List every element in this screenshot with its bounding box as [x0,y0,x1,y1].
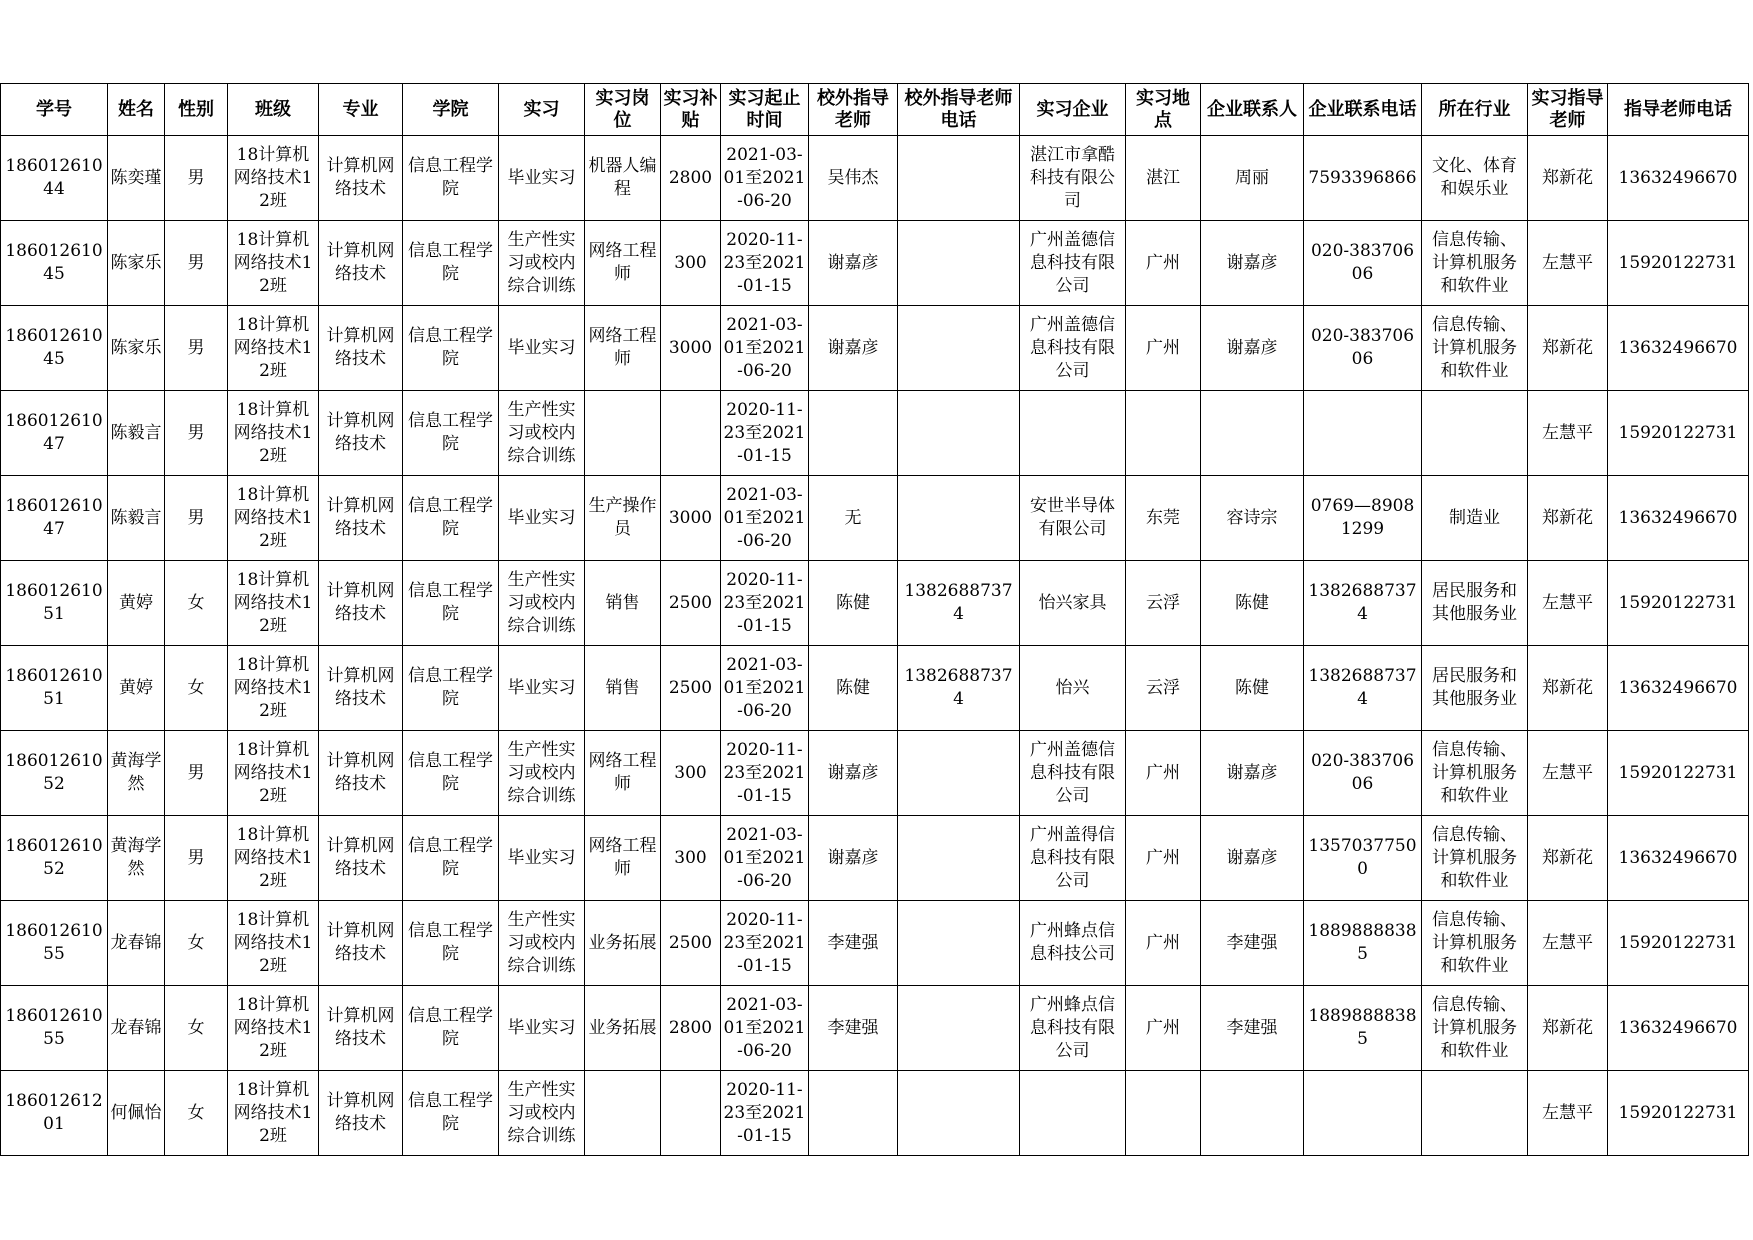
cell-tutor: 郑新花 [1528,306,1608,391]
cell-period: 2021-03-01至2021-06-20 [721,986,809,1071]
col-header-name: 姓名 [108,84,165,136]
cell-location: 广州 [1126,986,1201,1071]
cell-location: 湛江 [1126,136,1201,221]
cell-class: 18计算机网络技术12班 [228,816,319,901]
cell-company-phone: 020-38370606 [1304,221,1422,306]
cell-college: 信息工程学院 [403,986,499,1071]
cell-industry: 文化、体育和娱乐业 [1422,136,1528,221]
cell-college: 信息工程学院 [403,901,499,986]
col-header-location: 实习地点 [1126,84,1201,136]
cell-tutor: 左慧平 [1528,391,1608,476]
cell-name: 陈家乐 [108,306,165,391]
col-header-industry: 所在行业 [1422,84,1528,136]
cell-external-tutor: 谢嘉彦 [809,816,898,901]
cell-industry [1422,1071,1528,1156]
cell-tutor: 郑新花 [1528,986,1608,1071]
col-header-class: 班级 [228,84,319,136]
cell-subsidy [661,1071,721,1156]
header-row [1,84,1749,136]
cell-location: 广州 [1126,221,1201,306]
cell-company-phone [1304,1071,1422,1156]
cell-company-phone: 18898888385 [1304,901,1422,986]
cell-company-contact: 周丽 [1201,136,1304,221]
cell-name: 龙春锦 [108,901,165,986]
cell-industry: 信息传输、计算机服务和软件业 [1422,731,1528,816]
cell-external-tutor-phone [898,901,1020,986]
cell-gender: 男 [165,136,228,221]
cell-location: 云浮 [1126,646,1201,731]
cell-period: 2021-03-01至2021-06-20 [721,306,809,391]
cell-external-tutor: 李建强 [809,901,898,986]
cell-name: 陈家乐 [108,221,165,306]
cell-major: 计算机网络技术 [319,136,403,221]
cell-industry [1422,391,1528,476]
cell-company-contact [1201,1071,1304,1156]
cell-company-phone: 18898888385 [1304,986,1422,1071]
cell-company: 广州蜂点信息科技公司 [1020,901,1126,986]
cell-class: 18计算机网络技术12班 [228,391,319,476]
cell-external-tutor: 李建强 [809,986,898,1071]
col-header-position: 实习岗位 [585,84,661,136]
cell-subsidy: 2500 [661,646,721,731]
cell-company: 广州盖德信息科技有限公司 [1020,306,1126,391]
cell-tutor: 左慧平 [1528,1071,1608,1156]
cell-period: 2021-03-01至2021-06-20 [721,476,809,561]
cell-class: 18计算机网络技术12班 [228,136,319,221]
cell-major: 计算机网络技术 [319,986,403,1071]
cell-period: 2020-11-23至2021-01-15 [721,561,809,646]
table-row [1,306,1749,391]
cell-industry: 信息传输、计算机服务和软件业 [1422,816,1528,901]
cell-internship-type: 生产性实习或校内综合训练 [499,901,585,986]
cell-location [1126,391,1201,476]
cell-student-id: 18601261045 [1,306,108,391]
cell-period: 2020-11-23至2021-01-15 [721,731,809,816]
table-row [1,646,1749,731]
cell-industry: 信息传输、计算机服务和软件业 [1422,901,1528,986]
cell-external-tutor-phone [898,136,1020,221]
cell-period: 2020-11-23至2021-01-15 [721,901,809,986]
cell-industry: 信息传输、计算机服务和软件业 [1422,986,1528,1071]
cell-tutor: 郑新花 [1528,476,1608,561]
cell-tutor-phone: 15920122731 [1608,1071,1749,1156]
cell-tutor-phone: 13632496670 [1608,306,1749,391]
cell-class: 18计算机网络技术12班 [228,306,319,391]
cell-subsidy: 3000 [661,476,721,561]
cell-gender: 女 [165,646,228,731]
cell-major: 计算机网络技术 [319,646,403,731]
cell-college: 信息工程学院 [403,731,499,816]
cell-class: 18计算机网络技术12班 [228,1071,319,1156]
cell-external-tutor [809,391,898,476]
cell-position [585,1071,661,1156]
cell-external-tutor [809,1071,898,1156]
cell-position: 业务拓展 [585,901,661,986]
cell-major: 计算机网络技术 [319,816,403,901]
cell-gender: 男 [165,816,228,901]
cell-internship-type: 生产性实习或校内综合训练 [499,1071,585,1156]
cell-gender: 女 [165,1071,228,1156]
cell-external-tutor-phone [898,1071,1020,1156]
cell-tutor: 郑新花 [1528,646,1608,731]
cell-company-contact: 谢嘉彦 [1201,816,1304,901]
cell-name: 陈毅言 [108,476,165,561]
cell-company: 怡兴家具 [1020,561,1126,646]
cell-tutor-phone: 13632496670 [1608,646,1749,731]
cell-company-contact: 谢嘉彦 [1201,731,1304,816]
table-body [1,136,1749,1156]
cell-external-tutor: 吴伟杰 [809,136,898,221]
cell-company-contact: 谢嘉彦 [1201,306,1304,391]
cell-company: 广州盖得信息科技有限公司 [1020,816,1126,901]
cell-company-contact: 陈健 [1201,646,1304,731]
cell-name: 何佩怡 [108,1071,165,1156]
cell-position: 机器人编程 [585,136,661,221]
cell-subsidy: 2800 [661,986,721,1071]
cell-internship-type: 生产性实习或校内综合训练 [499,391,585,476]
cell-internship-type: 生产性实习或校内综合训练 [499,561,585,646]
cell-period: 2020-11-23至2021-01-15 [721,391,809,476]
cell-tutor: 左慧平 [1528,561,1608,646]
cell-subsidy: 3000 [661,306,721,391]
col-header-tutor: 实习指导老师 [1528,84,1608,136]
cell-company: 广州盖德信息科技有限公司 [1020,731,1126,816]
cell-major: 计算机网络技术 [319,561,403,646]
cell-external-tutor-phone [898,221,1020,306]
cell-major: 计算机网络技术 [319,391,403,476]
cell-position: 网络工程师 [585,731,661,816]
cell-college: 信息工程学院 [403,221,499,306]
cell-college: 信息工程学院 [403,1071,499,1156]
cell-external-tutor: 陈健 [809,646,898,731]
cell-external-tutor-phone [898,391,1020,476]
cell-company-contact: 容诗宗 [1201,476,1304,561]
cell-student-id: 18601261047 [1,476,108,561]
cell-gender: 男 [165,476,228,561]
cell-company-phone: 020-38370606 [1304,306,1422,391]
cell-tutor: 左慧平 [1528,901,1608,986]
cell-student-id: 18601261052 [1,816,108,901]
cell-external-tutor: 陈健 [809,561,898,646]
cell-location: 广州 [1126,731,1201,816]
cell-position [585,391,661,476]
cell-company-contact: 谢嘉彦 [1201,221,1304,306]
cell-internship-type: 毕业实习 [499,986,585,1071]
cell-tutor-phone: 13632496670 [1608,136,1749,221]
cell-period: 2021-03-01至2021-06-20 [721,136,809,221]
cell-gender: 男 [165,731,228,816]
cell-college: 信息工程学院 [403,391,499,476]
cell-company: 湛江市拿酷科技有限公司 [1020,136,1126,221]
cell-company-contact: 李建强 [1201,986,1304,1071]
cell-subsidy: 300 [661,731,721,816]
cell-industry: 制造业 [1422,476,1528,561]
cell-internship-type: 生产性实习或校内综合训练 [499,221,585,306]
cell-company-contact: 陈健 [1201,561,1304,646]
cell-tutor-phone: 15920122731 [1608,731,1749,816]
cell-gender: 女 [165,986,228,1071]
col-header-period: 实习起止时间 [721,84,809,136]
cell-major: 计算机网络技术 [319,901,403,986]
cell-period: 2020-11-23至2021-01-15 [721,1071,809,1156]
cell-location: 广州 [1126,306,1201,391]
cell-internship-type: 毕业实习 [499,306,585,391]
cell-student-id: 18601261051 [1,561,108,646]
cell-student-id: 18601261055 [1,986,108,1071]
cell-external-tutor-phone [898,731,1020,816]
cell-subsidy [661,391,721,476]
cell-company: 怡兴 [1020,646,1126,731]
table-row [1,731,1749,816]
col-header-subsidy: 实习补贴 [661,84,721,136]
cell-major: 计算机网络技术 [319,221,403,306]
cell-name: 陈奕瑾 [108,136,165,221]
cell-gender: 男 [165,391,228,476]
cell-student-id: 18601261201 [1,1071,108,1156]
cell-internship-type: 生产性实习或校内综合训练 [499,731,585,816]
cell-location [1126,1071,1201,1156]
cell-student-id: 18601261045 [1,221,108,306]
cell-position: 网络工程师 [585,816,661,901]
table-row [1,986,1749,1071]
cell-class: 18计算机网络技术12班 [228,731,319,816]
cell-student-id: 18601261044 [1,136,108,221]
col-header-major: 专业 [319,84,403,136]
cell-name: 陈毅言 [108,391,165,476]
cell-college: 信息工程学院 [403,816,499,901]
cell-tutor: 郑新花 [1528,816,1608,901]
cell-industry: 居民服务和其他服务业 [1422,561,1528,646]
cell-tutor-phone: 15920122731 [1608,901,1749,986]
cell-major: 计算机网络技术 [319,306,403,391]
cell-tutor-phone: 15920122731 [1608,221,1749,306]
cell-subsidy: 300 [661,816,721,901]
cell-college: 信息工程学院 [403,476,499,561]
cell-internship-type: 毕业实习 [499,646,585,731]
table-row [1,561,1749,646]
cell-name: 黄海学然 [108,731,165,816]
cell-college: 信息工程学院 [403,306,499,391]
cell-college: 信息工程学院 [403,561,499,646]
cell-company-phone: 13570377500 [1304,816,1422,901]
col-header-college: 学院 [403,84,499,136]
cell-external-tutor-phone: 13826887374 [898,561,1020,646]
cell-position: 业务拓展 [585,986,661,1071]
cell-company-contact [1201,391,1304,476]
cell-tutor: 郑新花 [1528,136,1608,221]
cell-company: 安世半导体有限公司 [1020,476,1126,561]
cell-position: 网络工程师 [585,306,661,391]
cell-external-tutor: 谢嘉彦 [809,306,898,391]
cell-gender: 男 [165,221,228,306]
cell-external-tutor: 谢嘉彦 [809,221,898,306]
cell-class: 18计算机网络技术12班 [228,901,319,986]
cell-internship-type: 毕业实习 [499,136,585,221]
cell-subsidy: 300 [661,221,721,306]
cell-subsidy: 2500 [661,561,721,646]
cell-period: 2021-03-01至2021-06-20 [721,646,809,731]
cell-external-tutor-phone [898,986,1020,1071]
cell-major: 计算机网络技术 [319,476,403,561]
cell-location: 广州 [1126,816,1201,901]
cell-tutor-phone: 13632496670 [1608,986,1749,1071]
col-header-company: 实习企业 [1020,84,1126,136]
cell-company-phone: 7593396866 [1304,136,1422,221]
cell-company: 广州蜂点信息科技有限公司 [1020,986,1126,1071]
cell-student-id: 18601261052 [1,731,108,816]
table-row [1,136,1749,221]
table-row [1,1071,1749,1156]
cell-external-tutor-phone: 13826887374 [898,646,1020,731]
table-row [1,901,1749,986]
cell-industry: 信息传输、计算机服务和软件业 [1422,306,1528,391]
cell-college: 信息工程学院 [403,646,499,731]
cell-industry: 居民服务和其他服务业 [1422,646,1528,731]
cell-major: 计算机网络技术 [319,1071,403,1156]
cell-company [1020,1071,1126,1156]
cell-name: 黄婷 [108,646,165,731]
cell-tutor-phone: 15920122731 [1608,391,1749,476]
cell-company: 广州盖德信息科技有限公司 [1020,221,1126,306]
cell-position: 网络工程师 [585,221,661,306]
cell-location: 广州 [1126,901,1201,986]
col-header-company-phone: 企业联系电话 [1304,84,1422,136]
cell-tutor-phone: 15920122731 [1608,561,1749,646]
table-row [1,476,1749,561]
cell-external-tutor-phone [898,476,1020,561]
cell-class: 18计算机网络技术12班 [228,476,319,561]
cell-tutor: 左慧平 [1528,221,1608,306]
cell-tutor-phone: 13632496670 [1608,816,1749,901]
cell-tutor-phone: 13632496670 [1608,476,1749,561]
cell-company-phone: 020-38370606 [1304,731,1422,816]
cell-industry: 信息传输、计算机服务和软件业 [1422,221,1528,306]
cell-period: 2021-03-01至2021-06-20 [721,816,809,901]
cell-company-contact: 李建强 [1201,901,1304,986]
cell-period: 2020-11-23至2021-01-15 [721,221,809,306]
cell-location: 云浮 [1126,561,1201,646]
table-row [1,816,1749,901]
cell-class: 18计算机网络技术12班 [228,221,319,306]
cell-major: 计算机网络技术 [319,731,403,816]
cell-position: 销售 [585,561,661,646]
cell-student-id: 18601261047 [1,391,108,476]
cell-internship-type: 毕业实习 [499,816,585,901]
cell-tutor: 左慧平 [1528,731,1608,816]
table-row [1,221,1749,306]
internship-table [0,83,1749,1156]
cell-external-tutor: 谢嘉彦 [809,731,898,816]
col-header-external-tutor: 校外指导老师 [809,84,898,136]
cell-location: 东莞 [1126,476,1201,561]
col-header-internship-type: 实习 [499,84,585,136]
cell-external-tutor-phone [898,306,1020,391]
cell-subsidy: 2500 [661,901,721,986]
cell-company [1020,391,1126,476]
cell-college: 信息工程学院 [403,136,499,221]
cell-gender: 女 [165,561,228,646]
cell-class: 18计算机网络技术12班 [228,561,319,646]
cell-company-phone: 13826887374 [1304,561,1422,646]
cell-gender: 女 [165,901,228,986]
cell-company-phone: 0769—89081299 [1304,476,1422,561]
cell-position: 生产操作员 [585,476,661,561]
col-header-company-contact: 企业联系人 [1201,84,1304,136]
col-header-gender: 性别 [165,84,228,136]
cell-class: 18计算机网络技术12班 [228,646,319,731]
cell-gender: 男 [165,306,228,391]
cell-company-phone [1304,391,1422,476]
cell-internship-type: 毕业实习 [499,476,585,561]
cell-student-id: 18601261055 [1,901,108,986]
col-header-student-id: 学号 [1,84,108,136]
cell-subsidy: 2800 [661,136,721,221]
cell-student-id: 18601261051 [1,646,108,731]
col-header-tutor-phone: 指导老师电话 [1608,84,1749,136]
cell-external-tutor: 无 [809,476,898,561]
col-header-external-tutor-phone: 校外指导老师电话 [898,84,1020,136]
cell-name: 龙春锦 [108,986,165,1071]
cell-company-phone: 13826887374 [1304,646,1422,731]
table-row [1,391,1749,476]
cell-external-tutor-phone [898,816,1020,901]
cell-class: 18计算机网络技术12班 [228,986,319,1071]
cell-name: 黄婷 [108,561,165,646]
cell-position: 销售 [585,646,661,731]
cell-name: 黄海学然 [108,816,165,901]
